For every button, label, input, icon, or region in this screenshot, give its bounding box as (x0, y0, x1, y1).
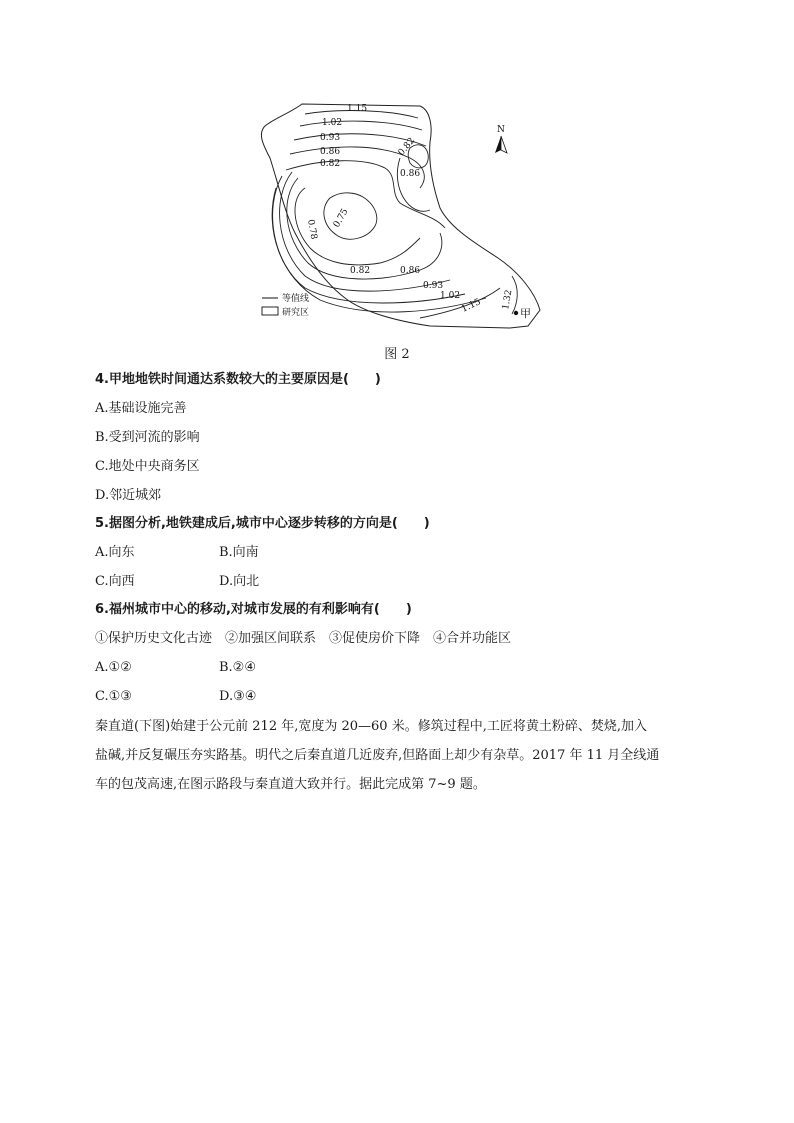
legend-area-label: 研究区 (282, 308, 310, 318)
passage (95, 712, 699, 799)
question-4-option-c[interactable]: C.地处中央商务区 (95, 459, 200, 474)
contour-label: 1.15 (347, 104, 368, 114)
contour-label: 1.02 (440, 291, 461, 301)
contour-label: 0.86 (400, 169, 421, 179)
contour-label: 1.32 (501, 289, 515, 311)
contour-label: 0.86 (320, 147, 341, 157)
question-5-stem: 5.据图分析,地铁建成后,城市中心逐步转移的方向是( ) (95, 516, 430, 531)
contour-label: 0.75 (331, 207, 351, 230)
contour-label: 0.93 (423, 281, 444, 291)
question-4-option-b[interactable]: B.受到河流的影响 (95, 430, 200, 445)
north-label: N (497, 125, 505, 135)
contour-label: 0.93 (320, 133, 341, 143)
contour-label: 0.86 (400, 266, 421, 276)
legend-area-swatch (262, 307, 278, 315)
contour-label: 0.82 (396, 136, 418, 158)
contour-0-75 (324, 193, 377, 239)
north-arrow-icon (495, 136, 501, 153)
contour-label-group (305, 104, 514, 315)
legend-line-label: 等值线 (282, 294, 310, 304)
contour-label: 0.82 (350, 266, 371, 276)
question-6-stem: 6.福州城市中心的移动,对城市发展的有利影响有( ) (95, 602, 412, 617)
contour-label: 0.82 (320, 159, 341, 169)
map-legend (262, 292, 309, 318)
passage-line: 车的包茂高速,在图示路段与秦直道大致并行。据此完成第 7~9 题。 (95, 777, 486, 792)
contour-label: 1.15 (460, 297, 483, 315)
question-5-option-b[interactable]: B.向南 (219, 545, 259, 560)
question-6-option-a[interactable]: A.①② (95, 660, 132, 675)
contour-label: 1.02 (322, 118, 343, 128)
question-6-option-d[interactable]: D.③④ (219, 689, 257, 704)
passage-line: 秦直道(下图)始建于公元前 212 年,宽度为 20—60 米。修筑过程中,工匠将黄土粉碎、焚烧,加入 (95, 719, 647, 734)
point-jia-label: 甲 (520, 307, 531, 320)
contour-1-02 (300, 121, 422, 130)
passage-line: 盐碱,并反复碾压夯实路基。明代之后秦直道几近废弃,但路面上却少有杂草。2017 年 11 月全线通 (95, 748, 660, 763)
question-4-stem: 4.甲地地铁时间通达系数较大的主要原因是( ) (95, 372, 381, 387)
contour-map-figure (250, 98, 550, 330)
contour-lines (272, 111, 517, 318)
contour-0-82-top (286, 161, 445, 228)
question-4-option-a[interactable]: A.基础设施完善 (95, 401, 187, 416)
question-6-option-c[interactable]: C.①③ (95, 689, 132, 704)
question-5-option-c[interactable]: C.向西 (95, 574, 135, 589)
point-jia-marker (514, 311, 518, 315)
contour-label: 0.78 (305, 218, 319, 241)
question-5-option-d[interactable]: D.向北 (219, 574, 260, 589)
question-6-option-b[interactable]: B.②④ (219, 660, 256, 675)
question-6-statements: ①保护历史文化古迹 ②加强区间联系 ③促使房价下降 ④合并功能区 (95, 631, 512, 646)
figure-caption: 图 2 (384, 347, 410, 362)
question-4-option-d[interactable]: D.邻近城郊 (95, 488, 162, 503)
question-5-option-a[interactable]: A.向东 (95, 545, 135, 560)
contour-map (250, 98, 550, 330)
north-arrow (495, 125, 507, 153)
